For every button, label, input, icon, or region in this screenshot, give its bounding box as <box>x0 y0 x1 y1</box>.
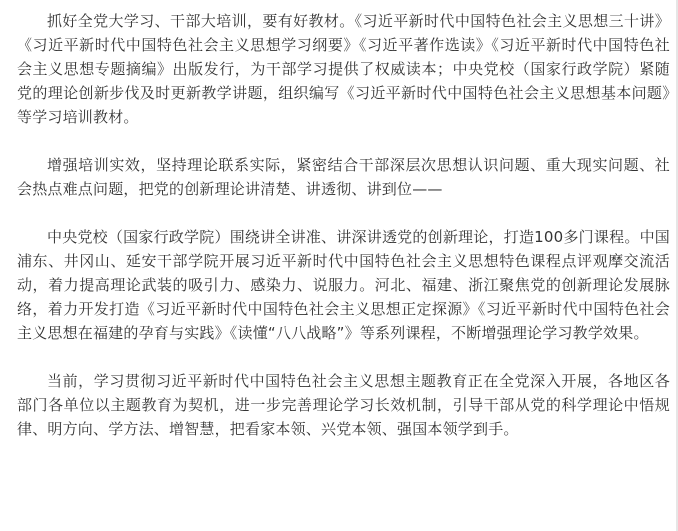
paragraph-theme-education: 当前，学习贯彻习近平新时代中国特色社会主义思想主题教育正在全党深入开展，各地区各部门各单位以主题教育为契机，进一步完善理论学习长效机制，引导干部从党的科学理论中悟规律、明方向、学方法、增智慧，把看家本领、兴党本领、强国本领学到手。 <box>17 372 670 438</box>
paragraph-textbooks: 抓好全党大学习、干部大培训，要有好教材。《习近平新时代中国特色社会主义思想三十讲》《习近平新时代中国特色社会主义思想学习纲要》《习近平著作选读》《习近平新时代中国特色社会主义思想专题摘编》出版发行，为干部学习提供了权威读本；中央党校（国家行政学院）紧随党的理论创新步伐及时更新教学讲题，组织编写《习近平新时代中国特色社会主义思想基本问题》等学习培训教材。 <box>17 12 670 126</box>
paragraph-party-school-courses: 中央党校（国家行政学院）围绕讲全讲准、讲深讲透党的创新理论，打造100多门课程。中国浦东、井冈山、延安干部学院开展习近平新时代中国特色社会主义思想特色课程点评观摩交流活动，着力提高理论武装的吸引力、感染力、说服力。河北、福建、浙江聚焦党的创新理论发展脉络，着力开发打造《习近平新时代中国特色社会主义思想正定探源》《习近平新时代中国特色社会主义思想在福建的孕育与实践》《读懂“八八战略”》等系列课程，不断增强理论学习教学效果。 <box>17 228 670 342</box>
paragraph-training-effectiveness: 增强培训实效，坚持理论联系实际，紧密结合干部深层次思想认识问题、重大现实问题、社会热点难点问题，把党的创新理论讲清楚、讲透彻、讲到位—— <box>17 156 670 198</box>
